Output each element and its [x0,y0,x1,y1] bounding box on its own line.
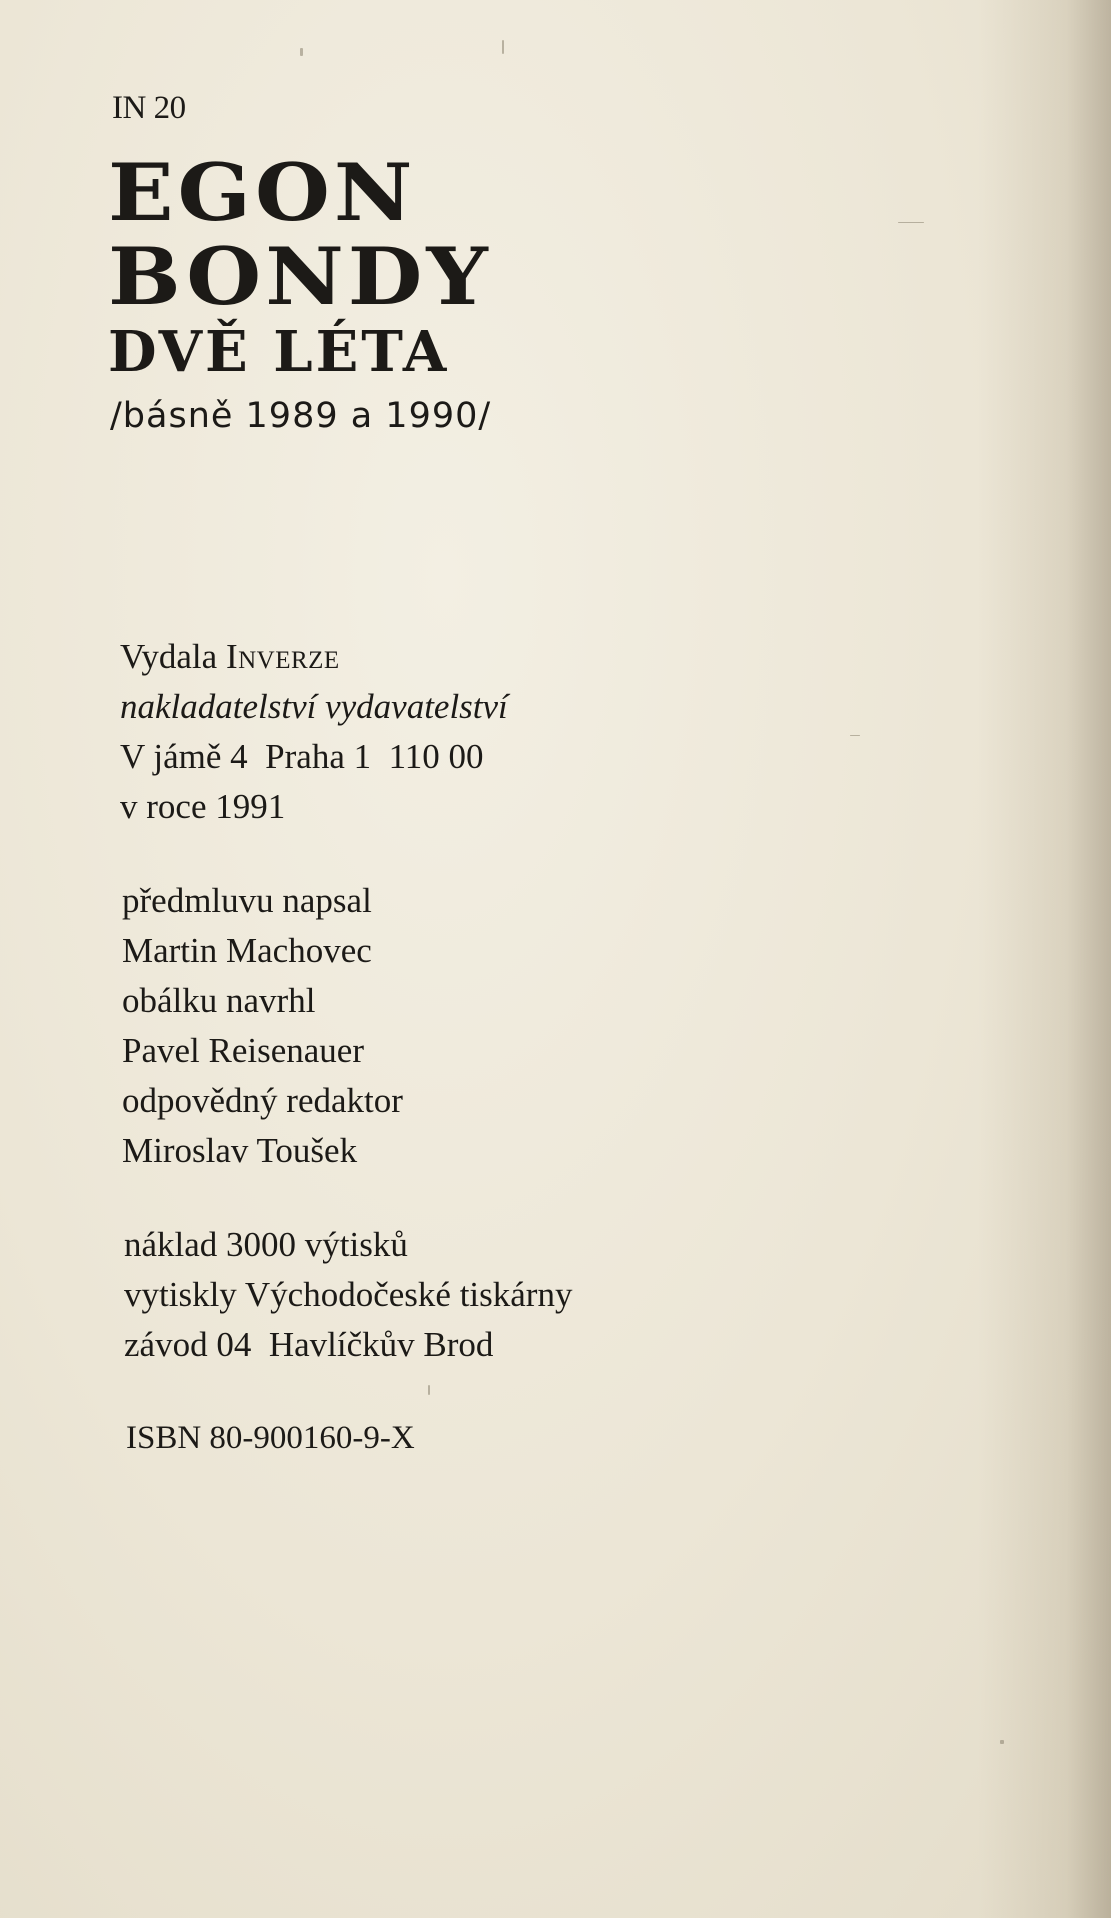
editor-name: Miroslav Toušek [122,1131,358,1170]
book-title: DVĚ LÉTA [108,319,450,385]
series-code: IN 20 [112,90,186,126]
paper-speck [898,222,924,223]
isbn: ISBN 80-900160-9-X [126,1420,415,1456]
printer-name: vytiskly Východočeské tiskárny [124,1275,573,1314]
author-last-name: BONDY [108,230,492,324]
publisher-info [120,632,508,832]
cover-role: obálku navrhl [122,981,316,1020]
publication-year: v roce 1991 [120,787,286,826]
publisher-line [120,632,508,682]
publisher-prefix: Vydala [120,637,226,676]
publisher-type: nakladatelství vydavatelství [120,687,508,726]
title-block [108,146,492,385]
paper-speck [502,40,504,54]
paper-speck [428,1385,430,1395]
paper-speck [1000,1740,1004,1744]
print-run: náklad 3000 výtisků [124,1225,408,1264]
paper-speck [850,735,860,736]
printing-info [124,1220,572,1370]
author-first-name: EGON [108,146,417,240]
publisher-name: Inverze [225,637,340,676]
editor-role: odpovědný redaktor [122,1081,403,1120]
paper-speck [300,48,303,56]
foreword-author: Martin Machovec [122,931,372,970]
foreword-role: předmluvu napsal [122,881,372,920]
book-subtitle: /básně 1989 a 1990/ [110,396,492,436]
cover-author: Pavel Reisenauer [122,1031,364,1070]
publisher-address: V jámě 4 Praha 1 110 00 [120,737,484,776]
credits [122,876,403,1176]
printer-plant: závod 04 Havlíčkův Brod [124,1325,494,1364]
